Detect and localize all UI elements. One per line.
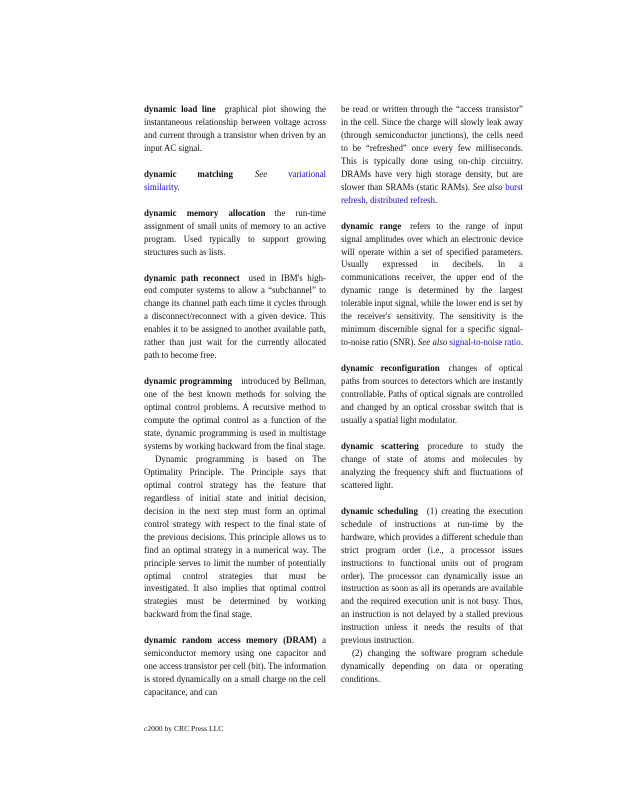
entry-dynamic-path-reconnect	[144, 272, 326, 363]
entry-term: dynamic reconfiguration	[341, 363, 440, 374]
entry-definition: refers to the range of input signal amplitudes over which an electronic device will operate within a set of specified parameters. Usually expressed in decibels. In a communications receiver, the upper end of the dynamic range is determined by the largest tolerable input signal, while the lower end is set by the receiver's sensitivity. The sensitivity is the minimum discernible signal for a specific signal-to-noise ratio (SNR).	[341, 220, 524, 348]
entry-definition: graphical plot showing the instantaneous relationship between voltage across and current through a transistor when driven by an input AC signal.	[144, 104, 326, 153]
see-also-label: See also	[417, 337, 448, 348]
entry-dynamic-reconfiguration	[341, 362, 523, 427]
entry-definition: procedure to study the change of state of atoms and molecules by analyzing the frequency shift and fluctuations of scattered light.	[341, 440, 523, 490]
entry-term: dynamic range	[341, 220, 402, 231]
entry-paragraph	[144, 375, 326, 453]
punctuation: .	[434, 194, 438, 205]
see-label: See	[254, 168, 268, 179]
entry-definition: changes of optical paths from sources to detectors which are instantly controllable. Paths of optical signals are controlled and changed by an optical crossbar switch that is usually a spatial light modulator.	[341, 363, 523, 425]
entry-dram	[144, 634, 326, 699]
punctuation: .	[520, 337, 523, 348]
entry-dynamic-programming	[144, 375, 326, 621]
entry-dynamic-range	[341, 220, 523, 350]
entry-paragraph-2: Dynamic programming is based on The Optimality Principle. The Principle says that optimal control strategy has the feature that regardless of initial state and initial decision, decision in the next step must form an optimal control strategy with respect to the final state of the previous decisions. This principle allows us to find an optimal strategy in a numerical way. The principle serves to limit the number of potentially optimal control strategies that must be investigated. It also implies that optimal control strategies must be determined by working backward from the final stage.	[144, 453, 326, 620]
see-also-label: See also	[472, 181, 503, 192]
copyright-footer: c2000 by CRC Press LLC	[144, 724, 224, 733]
entry-dynamic-load-line	[144, 103, 326, 155]
entry-term: dynamic random access memory (DRAM)	[144, 635, 317, 646]
entry-definition: be read or written through the “access transistor” in the cell. Since the charge will slowly leak away (through semiconductor junctions), the cells need to be “refreshed” once every few milliseconds. This is typically done using on-chip circuitry. DRAMs have very high storage density, but are slower than SRAMs (static RAMs).	[341, 104, 523, 192]
punctuation: ,	[365, 194, 371, 205]
entry-dram-continued	[341, 103, 523, 207]
entry-paragraph-2: (2) changing the software program schedule dynamically depending on data or operating conditions.	[341, 648, 523, 685]
xref-distributed-refresh[interactable]: distributed refresh	[370, 194, 435, 205]
left-column	[144, 103, 326, 712]
entry-definition: introduced by Bellman, one of the best known methods for solving the optimal control problems. A recursive method to compute the optimal control as a function of the state, dynamic programming is used in multistage systems by working backward from the final stage.	[144, 376, 327, 451]
entry-definition: used in IBM's high-end computer systems to allow a “subchannel” to change its channel path each time it cycles through a disconnect/reconnect with a given device. This enables it to be assigned to another available path, rather than just wait for the currently allocated path to become free.	[144, 272, 326, 361]
xref-signal-to-noise-ratio[interactable]: signal-to-noise ratio	[449, 337, 521, 348]
entry-dynamic-memory-allocation	[144, 207, 326, 259]
entry-dynamic-matching	[144, 168, 326, 194]
punctuation: .	[177, 181, 180, 192]
entry-term: dynamic path reconnect	[144, 272, 240, 283]
entry-definition: (1) creating the execution schedule of instructions at run-time by the hardware, which provides a different schedule than strict program order (i.e., a processor issues instructions to functional units out of program order). The processor can dynamically issue an instruction as soon as all its operands are available and the required execution unit is not busy. Thus, an instruction is not delayed by a stalled previous instruction unless it needs the results of that previous instruction.	[341, 505, 523, 646]
entry-definition: the run-time assignment of small units of memory to an active program. Used typically to support growing structures such as lists.	[144, 207, 327, 257]
xref-burst-refresh[interactable]: burst refresh	[341, 181, 523, 205]
entry-term: dynamic programming	[144, 376, 233, 387]
entry-dynamic-scheduling	[341, 505, 523, 686]
entry-paragraph	[341, 505, 523, 647]
entry-definition: a semiconductor memory using one capacitor and one access transistor per cell (bit). The information is stored dynamically on a small charge on the cell capacitance, and can	[144, 635, 327, 698]
entry-dynamic-scattering	[341, 440, 523, 492]
entry-term: dynamic memory allocation	[144, 207, 266, 218]
entry-term: dynamic scheduling	[341, 505, 418, 516]
right-column	[341, 103, 523, 699]
entry-term: dynamic scattering	[341, 440, 419, 451]
entry-term: dynamic load line	[144, 104, 216, 114]
xref-variational-similarity[interactable]: variational similarity	[144, 168, 327, 192]
entry-term: dynamic matching	[144, 168, 233, 179]
